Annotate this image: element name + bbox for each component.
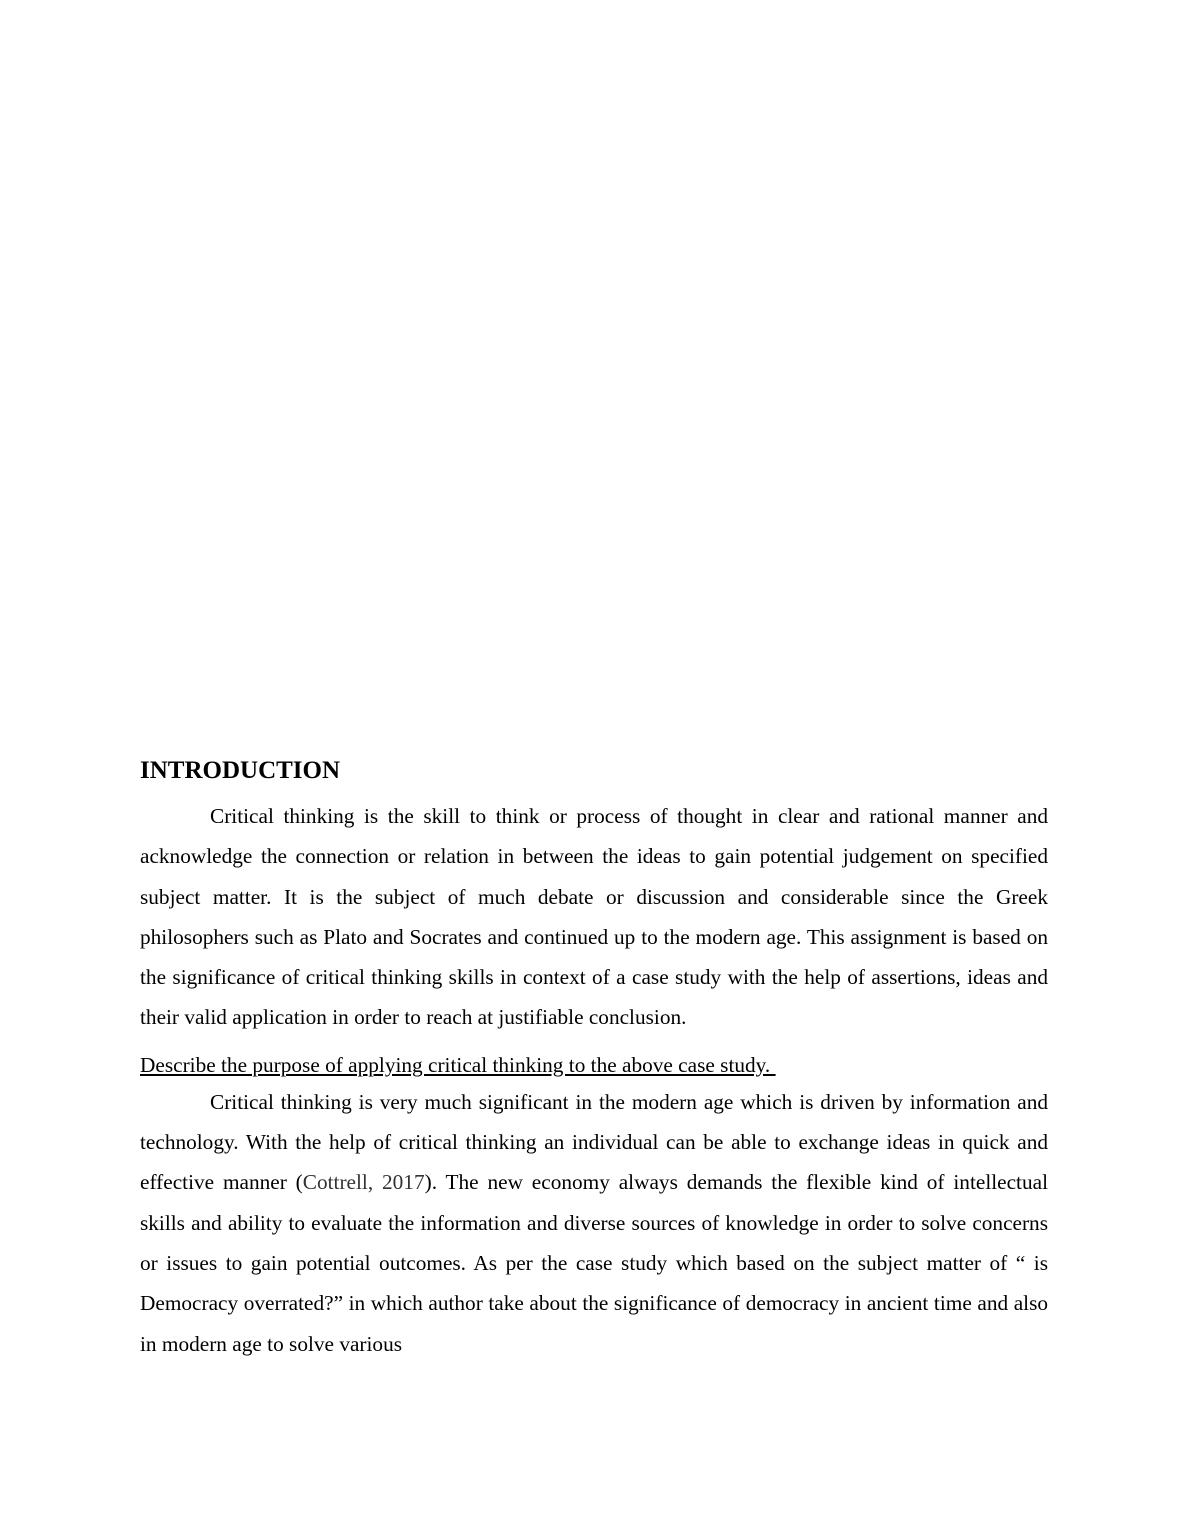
body-text-before-citation: Critical thinking is very much significant in the modern age which is driven by information and technology. With the help of critical thinking an individual can be able to exchange ideas in quick and effective manner ( (140, 1089, 1048, 1195)
body-paragraph (140, 1082, 1048, 1364)
document-content (140, 756, 1048, 1364)
citation: Cottrell, 2017 (302, 1170, 425, 1195)
section-heading-introduction: INTRODUCTION (140, 757, 341, 784)
body-text-after-citation: ). The new economy always demands the flexible kind of intellectual skills and ability to evaluate the information and diverse sources of knowledge in order to solve concerns or issues to gain potential outcomes. As per the case study which based on the subject matter of “ is Democracy overrated?” in which author take about the significance of democracy in ancient time and also in modern age to solve various (140, 1170, 1048, 1356)
question-heading: Describe the purpose of applying critical thinking to the above case study. (140, 1052, 776, 1077)
intro-paragraph: Critical thinking is the skill to think or process of thought in clear and rational manner and acknowledge the connection or relation in between the ideas to gain potential judgement on specified subject matter. It is the subject of much debate or discussion and considerable since the Greek philosophers such as Plato and Socrates and continued up to the modern age. This assignment is based on the significance of critical thinking skills in context of a case study with the help of assertions, ideas and their valid application in order to reach at justifiable conclusion. (140, 804, 1048, 1030)
